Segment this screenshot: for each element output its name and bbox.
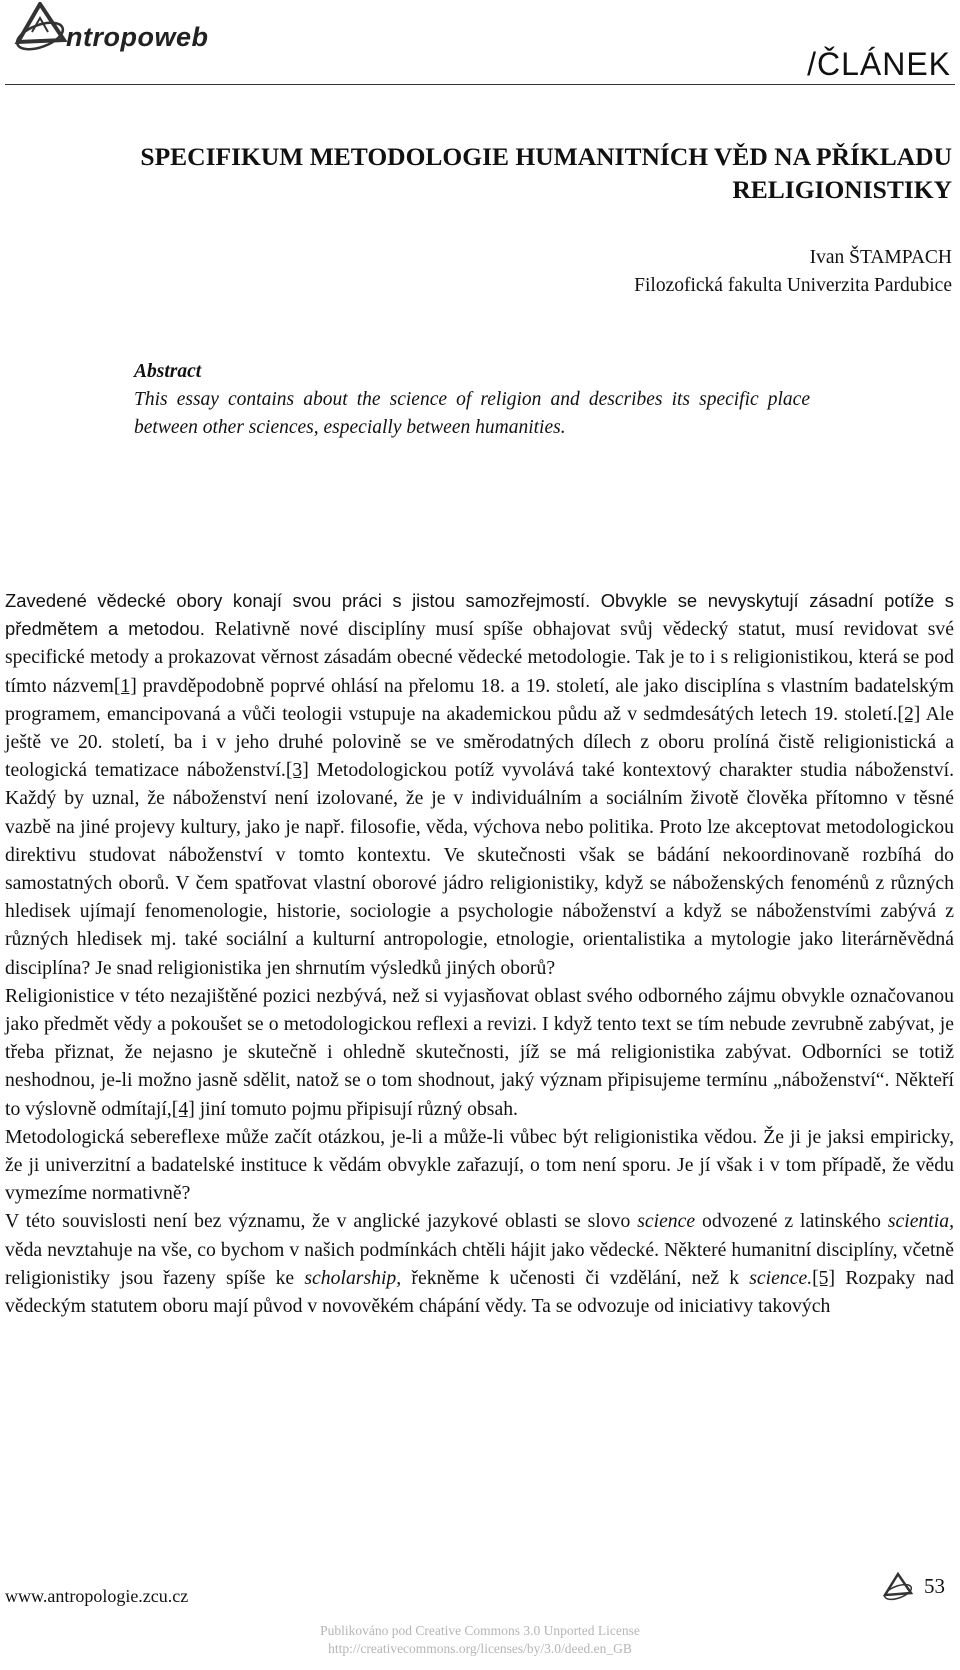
- paragraph-4-part-d: řekněme k učenosti či vzdělání, než k: [401, 1266, 750, 1289]
- page-number: 53: [924, 1574, 945, 1598]
- abstract-text: This essay contains about the science of religion and describes its specific place between other sciences, especially between humanities.: [134, 389, 810, 438]
- paragraph-2: [5, 982, 954, 1123]
- term-scientia: scientia,: [887, 1210, 954, 1233]
- paragraph-1-part-c: pravděpodobně poprvé ohlásí na přelomu 18. a 19. století, ale jako disciplína s vlastním badatelským programem, emancipovaná a vůči teologii vstupuje na akademickou půdu až v sedmdesátých letech 19. století.: [5, 674, 954, 725]
- footnote-link-3[interactable]: [3]: [285, 759, 309, 782]
- paragraph-1-text: [5, 618, 954, 978]
- section-label: /ČLÁNEK: [807, 46, 951, 82]
- footnote-link-5[interactable]: [5]: [812, 1266, 836, 1289]
- footnote-link-1[interactable]: [1]: [113, 674, 137, 697]
- term-science-2: science.: [749, 1266, 813, 1289]
- logo-text: ntropoweb: [66, 22, 209, 52]
- article-title: [8, 140, 952, 206]
- paragraph-4-part-c: věda nevztahuje na vše, co bychom v našich podmínkách chtěli hájit jako vědecké. Některé humanitní disciplíny, včetně religionistiky jsou řazeny spíše ke: [5, 1238, 954, 1289]
- paragraph-3: Metodologická sebereflexe může začít otázkou, je-li a může-li vůbec být religionistika vědou. Že ji je jaksi empiricky, že ji univerzitní a badatelské instituce k vědám obvykle zařazují, o tom není sporu. Je jí však i v tom případě, že vědu vymezíme normativně?: [5, 1125, 954, 1205]
- paragraph-1-part-e: Metodologickou potíž vyvolává také kontextový charakter studia náboženství. Každý by uznal, že náboženství není izolované, že je v individuálním a sociálním životě člověka přítomno v těsné vazbě na jiné projevy kultury, jako je např. filosofie, věda, výchova nebo politika. Proto lze akceptovat metodologickou direktivu studovat náboženství v tomto kontextu. Ve skutečnosti však se bádání nekoordinovaně rozbíhá do samostatných oborů. V čem spatřovat vlastní oborové jádro religionistiky, když se náboženských fenoménů z různých hledisek ujímají fenomenologie, historie, sociologie a psychologie náboženství a když se náboženstvími zabývá z různých hledisek mj. také sociální a kulturní antropologie, etnologie, orientalistika a mytologie jako literárněvědná disciplína? Je snad religionistika jen shrnutím výsledků jiných oborů?: [5, 759, 954, 979]
- term-science: science: [637, 1210, 696, 1233]
- footnote-link-2[interactable]: [2]: [897, 702, 921, 725]
- author-name: Ivan ŠTAMPACH: [809, 247, 952, 268]
- footer-logo-icon: [881, 1571, 915, 1605]
- paragraph-4: [5, 1207, 954, 1320]
- author-affiliation: Filozofická fakulta Univerzita Pardubice: [634, 275, 952, 296]
- license-url[interactable]: http://creativecommons.org/licenses/by/3.0/deed.en_GB: [328, 1641, 632, 1656]
- footnote-link-4[interactable]: [4]: [171, 1097, 195, 1120]
- paragraph-1-lead: Zavedené vědecké obory konají svou práci s jistou samozřejmostí. Obvykle se nevyskytují zásadní potíže s předmětem a metodou.: [5, 590, 954, 640]
- author-block: [634, 244, 952, 300]
- paragraph-1-part-d: Ale ještě ve 20. století, ba i v jeho druhé polovině se ve směrodatných dílech z oboru prolíná čistě religionistická a teologická tematizace náboženství.: [5, 702, 954, 782]
- footer-website[interactable]: www.antropologie.zcu.cz: [5, 1586, 189, 1606]
- paragraph-4-part-b: odvozené z latinského: [695, 1210, 888, 1233]
- license-line-1: Publikováno pod Creative Commons 3.0 Unported License: [320, 1623, 640, 1638]
- site-logo: [10, 2, 225, 62]
- article-body: [5, 587, 954, 1320]
- paragraph-1: [5, 587, 954, 982]
- title-line-2: RELIGIONISTIKY: [732, 175, 952, 204]
- license-notice: [0, 1622, 960, 1658]
- abstract-label: Abstract: [134, 361, 202, 382]
- logo-emblem-icon: [10, 2, 70, 62]
- paragraph-2-part-b: jiní tomuto pojmu připisují různý obsah.: [194, 1097, 518, 1120]
- paragraph-1-part-b: Relativně nové disciplíny musí spíše obhajovat svůj vědecký statut, musí revidovat své specifické metody a prokazovat věrnost zásadám obecné vědecké metodologie. Tak je to i s religionistikou, která se pod tímto názvem: [5, 618, 954, 697]
- title-line-1: SPECIFIKUM METODOLOGIE HUMANITNÍCH VĚD NA PŘÍKLADU: [140, 142, 952, 171]
- abstract: [134, 358, 810, 442]
- paragraph-2-part-a: Religionistice v této nezajištěné pozici nezbývá, než si vyjasňovat oblast svého odborného zájmu obvykle označovanou jako předmět vědy a pokoušet se o metodologickou reflexi a revizi. I když tento text se tím nebude zevrubně zabývat, je třeba přiznat, že nejasno je skutečně i ohledně skutečnosti, jíž se má religionistika zabývat. Odborníci se totiž neshodnou, je-li možno jasně sdělit, natož se o tom shodnout, jaký význam připisujeme termínu „náboženství“. Někteří to výslovně odmítají,: [5, 984, 954, 1120]
- term-scholarship: scholarship,: [304, 1266, 402, 1289]
- paragraph-4-part-a: V této souvislosti není bez významu, že v anglické jazykové oblasti se slovo: [5, 1210, 638, 1233]
- paragraph-4-part-e: Rozpaky nad vědeckým statutem oboru mají původ v novověkém chápání vědy. Ta se odvozuje od iniciativy takových: [5, 1266, 954, 1318]
- header-divider: [5, 84, 955, 85]
